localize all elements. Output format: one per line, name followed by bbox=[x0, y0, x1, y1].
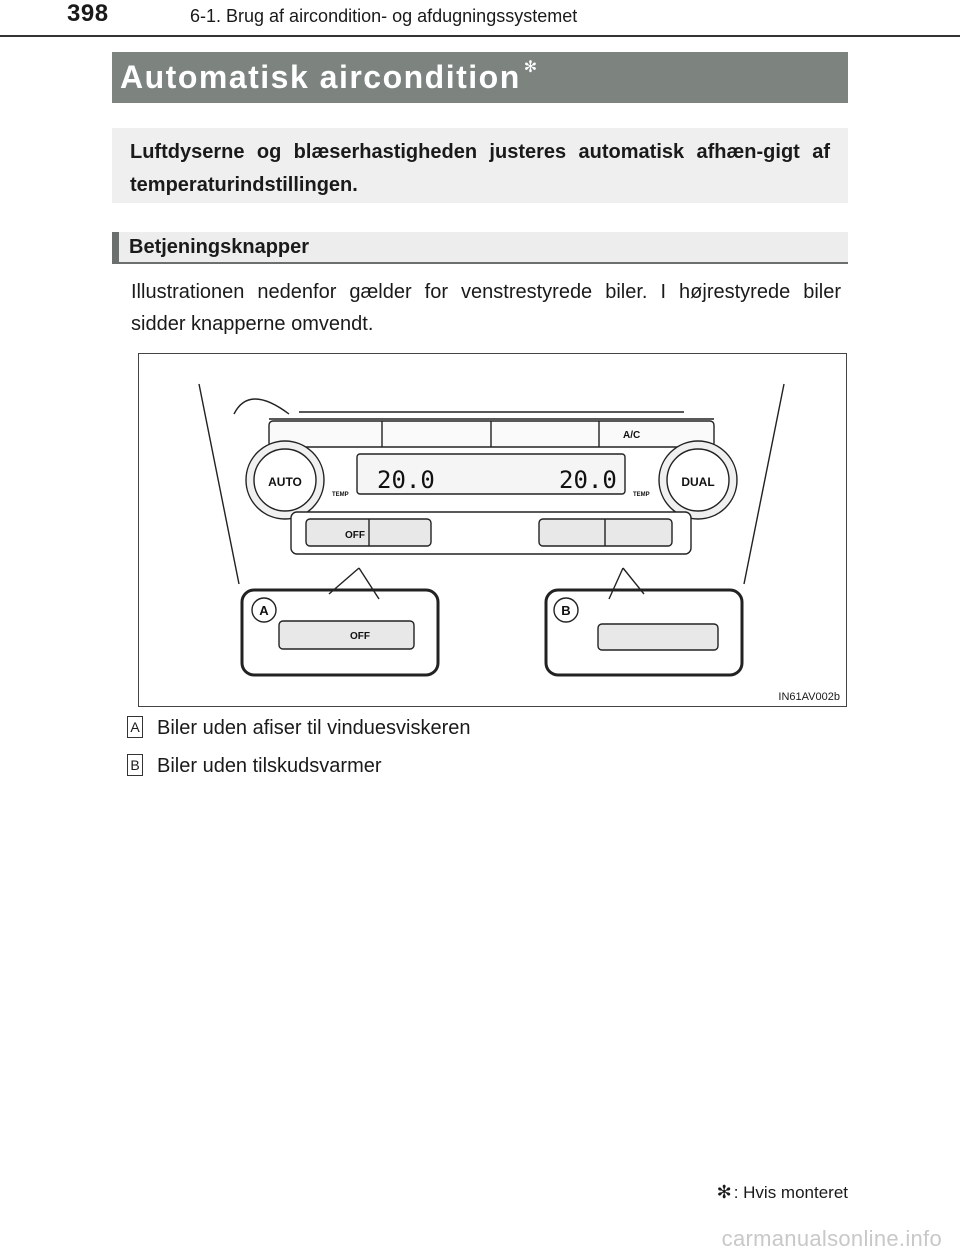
footnote-star-icon: ✻ bbox=[716, 1182, 732, 1202]
ac-button-label: A/C bbox=[623, 430, 641, 441]
watermark: carmanualsonline.info bbox=[721, 1226, 942, 1251]
legend-text: Biler uden afiser til vinduesviskeren bbox=[157, 717, 471, 739]
temp-label-right: TEMP bbox=[633, 492, 650, 498]
display-temp-left: 20.0 bbox=[377, 466, 435, 494]
temp-label-left: TEMP bbox=[332, 492, 349, 498]
footnote bbox=[717, 1182, 848, 1203]
display-temp-right: 20.0 bbox=[559, 466, 617, 494]
title-bar bbox=[112, 52, 848, 103]
climate-panel-illustration bbox=[139, 354, 846, 706]
page-title: Automatisk aircondition bbox=[120, 59, 521, 95]
auto-knob-label: AUTO bbox=[268, 475, 302, 489]
optional-equipment-star-icon: ✻ bbox=[523, 59, 538, 76]
climate-control-figure bbox=[138, 353, 847, 707]
legend-item bbox=[127, 716, 471, 740]
legend-marker: B bbox=[127, 754, 143, 776]
figure-code: IN61AV002b bbox=[778, 691, 840, 703]
fan-off-label: OFF bbox=[345, 530, 365, 541]
footnote-text: : Hvis monteret bbox=[733, 1183, 848, 1202]
callout-a-off-label: OFF bbox=[350, 631, 370, 642]
section-heading-bar bbox=[112, 232, 848, 264]
legend-text: Biler uden tilskudsvarmer bbox=[157, 755, 382, 777]
intro-box: Luftdyserne og blæserhastigheden justeres automatisk afhæn-gigt af temperaturindstillingen. bbox=[112, 128, 848, 203]
legend-item bbox=[127, 754, 382, 778]
dual-knob-label: DUAL bbox=[681, 475, 715, 489]
callout-b-marker: B bbox=[561, 603, 571, 618]
body-paragraph: Illustrationen nedenfor gælder for venstrestyrede biler. I højrestyrede biler sidder knapperne omvendt. bbox=[131, 281, 841, 335]
header-divider bbox=[0, 35, 960, 37]
page-number: 398 bbox=[67, 0, 109, 27]
section-title: Betjeningsknapper bbox=[129, 236, 310, 258]
legend-marker: A bbox=[127, 716, 143, 738]
running-header: 6-1. Brug af aircondition- og afdugningssystemet bbox=[190, 6, 578, 26]
callout-a-marker: A bbox=[259, 603, 269, 618]
